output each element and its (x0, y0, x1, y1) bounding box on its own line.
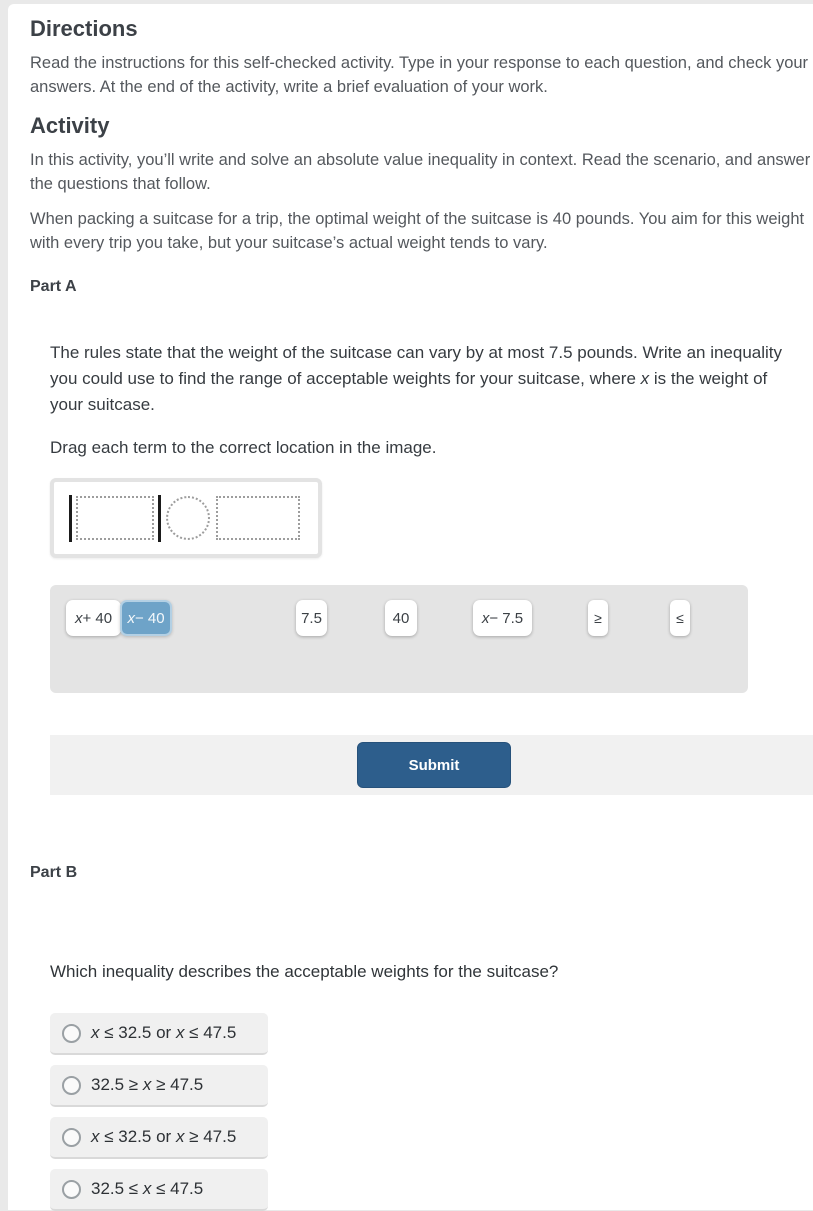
radio-button[interactable] (62, 1180, 81, 1199)
term-chip-x-minus-40-selected[interactable]: x − 40 (120, 600, 172, 636)
term-chip-7-5[interactable]: 7.5 (296, 600, 327, 636)
term-chip-40[interactable]: 40 (385, 600, 417, 636)
option-label: x ≤ 32.5 or x ≥ 47.5 (91, 1127, 237, 1146)
radio-button[interactable] (62, 1024, 81, 1043)
term-tray (50, 585, 748, 693)
answer-option-2[interactable] (50, 1065, 268, 1107)
directions-heading: Directions (30, 16, 138, 41)
radio-button[interactable] (62, 1076, 81, 1095)
inequality-drop-image (50, 478, 322, 558)
scenario-text: When packing a suitcase for a trip, the optimal weight of the suitcase is 40 pounds. You aim for this weight with every trip you take, but your suitcase’s actual weight tends to vary. (30, 210, 805, 252)
answer-options (50, 1013, 813, 1211)
part-b-question: Which inequality describes the acceptable weights for the suitcase? (50, 962, 559, 981)
term-chip-x-minus-7-5[interactable]: x − 7.5 (473, 600, 532, 636)
radio-button[interactable] (62, 1128, 81, 1147)
drag-instruction-text: Drag each term to the correct location in the image. (50, 438, 437, 457)
absolute-value-bar-right (158, 495, 161, 542)
drop-zone-expression[interactable] (76, 496, 154, 540)
content-card (8, 4, 813, 1210)
term-chip-less-equal[interactable]: ≤ (670, 600, 690, 636)
part-a-heading: Part A (30, 278, 77, 295)
activity-text: In this activity, you’ll write and solve an absolute value inequality in context. Read the scenario, and answer the questions that follow. (30, 151, 811, 193)
option-label: x ≤ 32.5 or x ≤ 47.5 (91, 1023, 237, 1042)
drop-zone-value[interactable] (216, 496, 300, 540)
term-chip-x-plus-40[interactable]: x + 40 (66, 600, 121, 636)
answer-option-3[interactable] (50, 1117, 268, 1159)
activity-heading: Activity (30, 113, 110, 138)
submit-bar (50, 735, 813, 795)
absolute-value-bar-left (69, 495, 72, 542)
part-a-prompt: The rules state that the weight of the suitcase can vary by at most 7.5 pounds. Write an inequality you could use to find the range of acceptable weights for your suitcase, where x is the weight of your suitcase. (50, 343, 783, 414)
drop-zone-operator[interactable] (166, 496, 210, 540)
part-b-section (50, 961, 813, 1211)
part-b-heading: Part B (30, 864, 78, 881)
part-a-section (50, 340, 813, 795)
directions-text: Read the instructions for this self-checked activity. Type in your response to each question, and check your answers. At the end of the activity, write a brief evaluation of your work. (30, 54, 809, 96)
answer-option-1[interactable] (50, 1013, 268, 1055)
option-label: 32.5 ≥ x ≥ 47.5 (91, 1075, 204, 1094)
term-chip-greater-equal[interactable]: ≥ (588, 600, 608, 636)
answer-option-4[interactable] (50, 1169, 268, 1211)
submit-button[interactable]: Submit (357, 742, 511, 788)
option-label: 32.5 ≤ x ≤ 47.5 (91, 1179, 204, 1198)
